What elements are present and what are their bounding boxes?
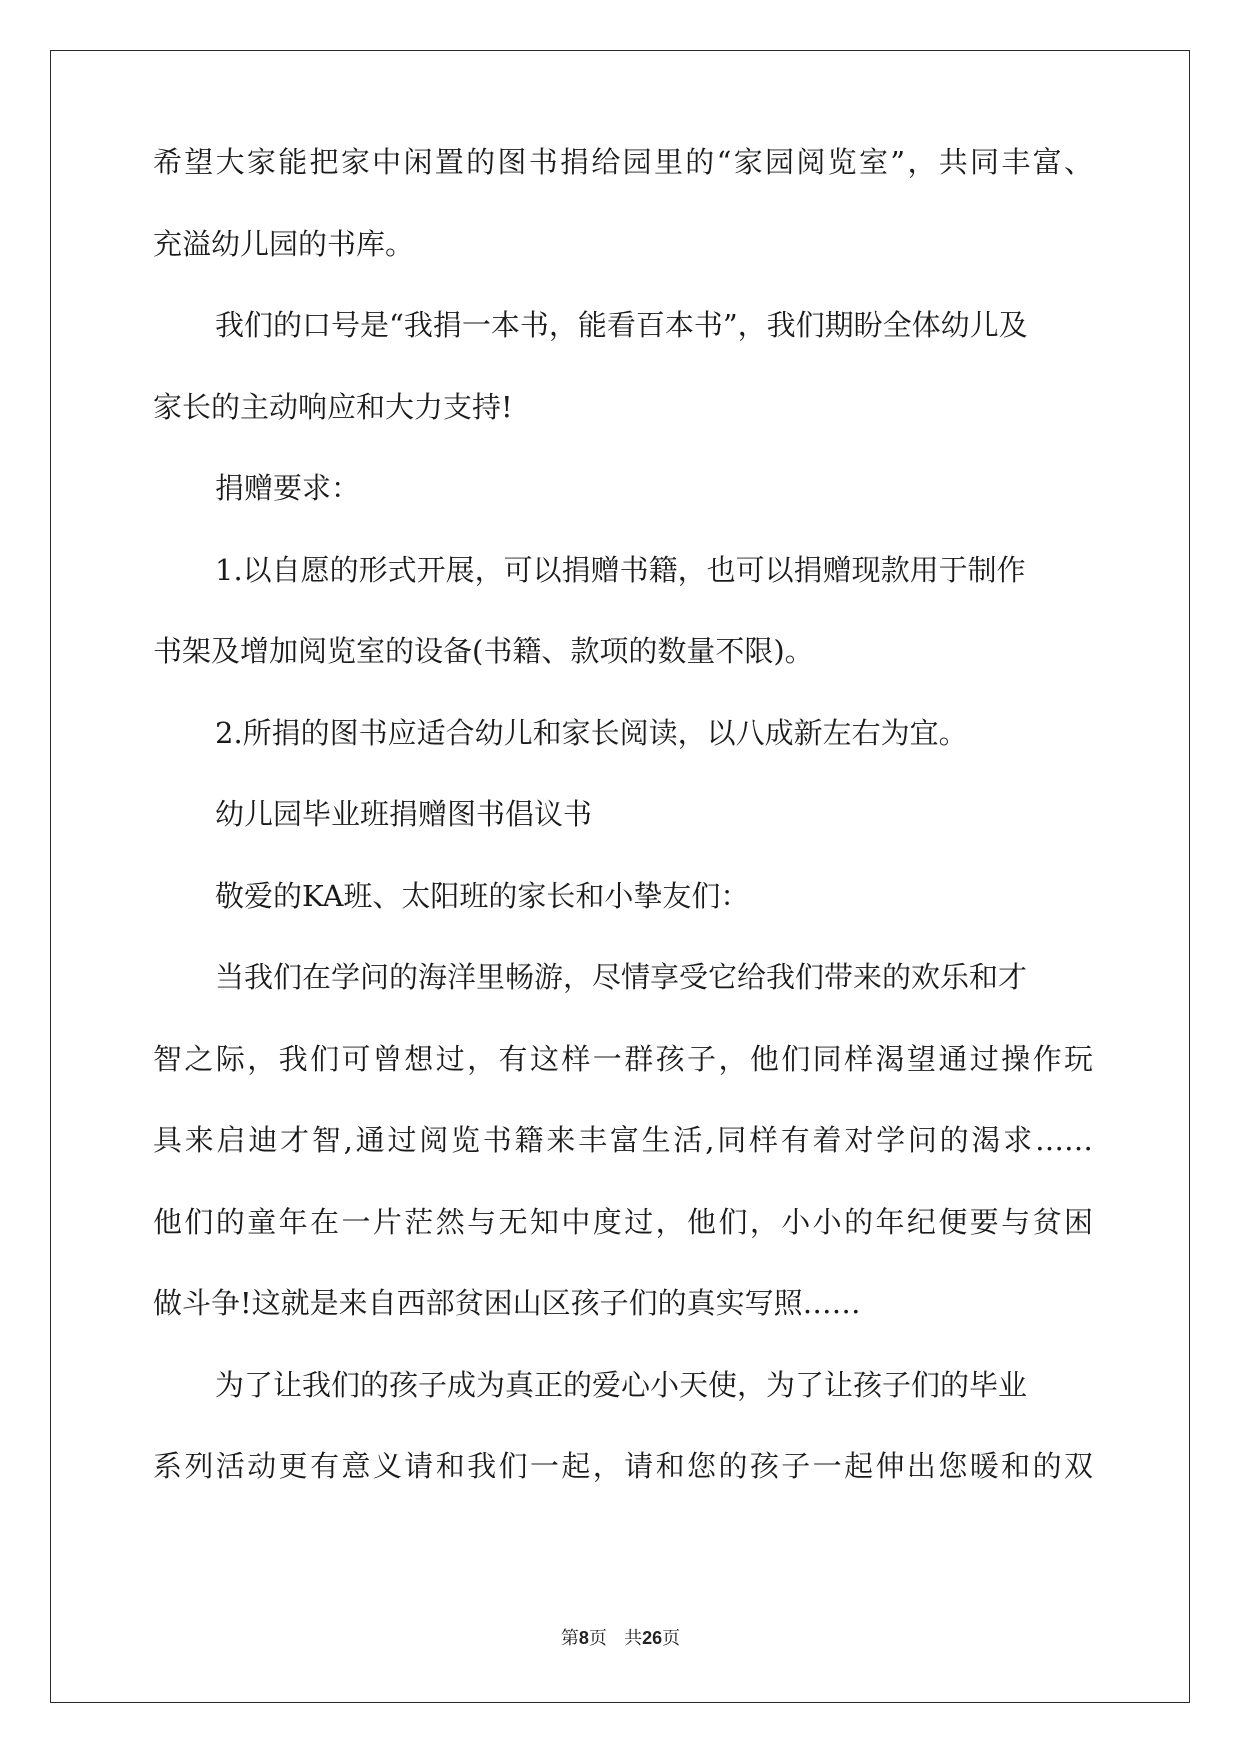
text-line: 当我们在学问的海洋里畅游，尽情享受它给我们带来的欢乐和才 xyxy=(215,960,1028,994)
text-line: 为了让我们的孩子成为真正的爱心小天使，为了让孩子们的毕业 xyxy=(215,1368,1028,1402)
footer-total-prefix: 共 xyxy=(624,1628,643,1649)
footer-prefix: 第 xyxy=(560,1628,579,1649)
section-heading: 捐赠要求： xyxy=(215,471,361,505)
text-line: 家长的主动响应和大力支持! xyxy=(153,390,513,424)
list-item: 1.以自愿的形式开展，可以捐赠书籍，也可以捐赠现款用于制作 xyxy=(215,553,1026,587)
text-line: 我们的口号是“我捐一本书，能看百本书”，我们期盼全体幼儿及 xyxy=(215,308,1028,342)
current-page-number: 8 xyxy=(578,1628,589,1648)
footer-page-word: 页 xyxy=(588,1628,607,1649)
page-footer xyxy=(0,1627,1241,1650)
text-line: 系列活动更有意义请和我们一起，请和您的孩子一起伸出您暖和的双 xyxy=(153,1449,1093,1483)
text-line: 智之际，我们可曾想过，有这样一群孩子，他们同样渴望通过操作玩 xyxy=(153,1042,1093,1076)
footer-total-suffix: 页 xyxy=(662,1628,681,1649)
salutation: 敬爱的KA班、太阳班的家长和小挚友们： xyxy=(215,879,750,913)
text-line: 希望大家能把家中闲置的图书捐给园里的“家园阅览室”，共同丰富、 xyxy=(153,145,1093,179)
list-item: 2.所捐的图书应适合幼儿和家长阅读，以八成新左右为宜。 xyxy=(215,716,968,750)
text-line: 充溢幼儿园的书库。 xyxy=(153,227,415,261)
text-line: 书架及增加阅览室的设备(书籍、款项的数量不限)。 xyxy=(153,634,814,668)
total-pages-number: 26 xyxy=(642,1628,663,1648)
text-line: 具来启迪才智,通过阅览书籍来丰富生活,同样有着对学问的渴求…… xyxy=(153,1123,1093,1157)
text-line: 他们的童年在一片茫然与无知中度过，他们，小小的年纪便要与贫困 xyxy=(153,1205,1093,1239)
text-line: 做斗争!这就是来自西部贫困山区孩子们的真实写照…… xyxy=(153,1286,861,1320)
document-title: 幼儿园毕业班捐赠图书倡议书 xyxy=(215,797,593,831)
